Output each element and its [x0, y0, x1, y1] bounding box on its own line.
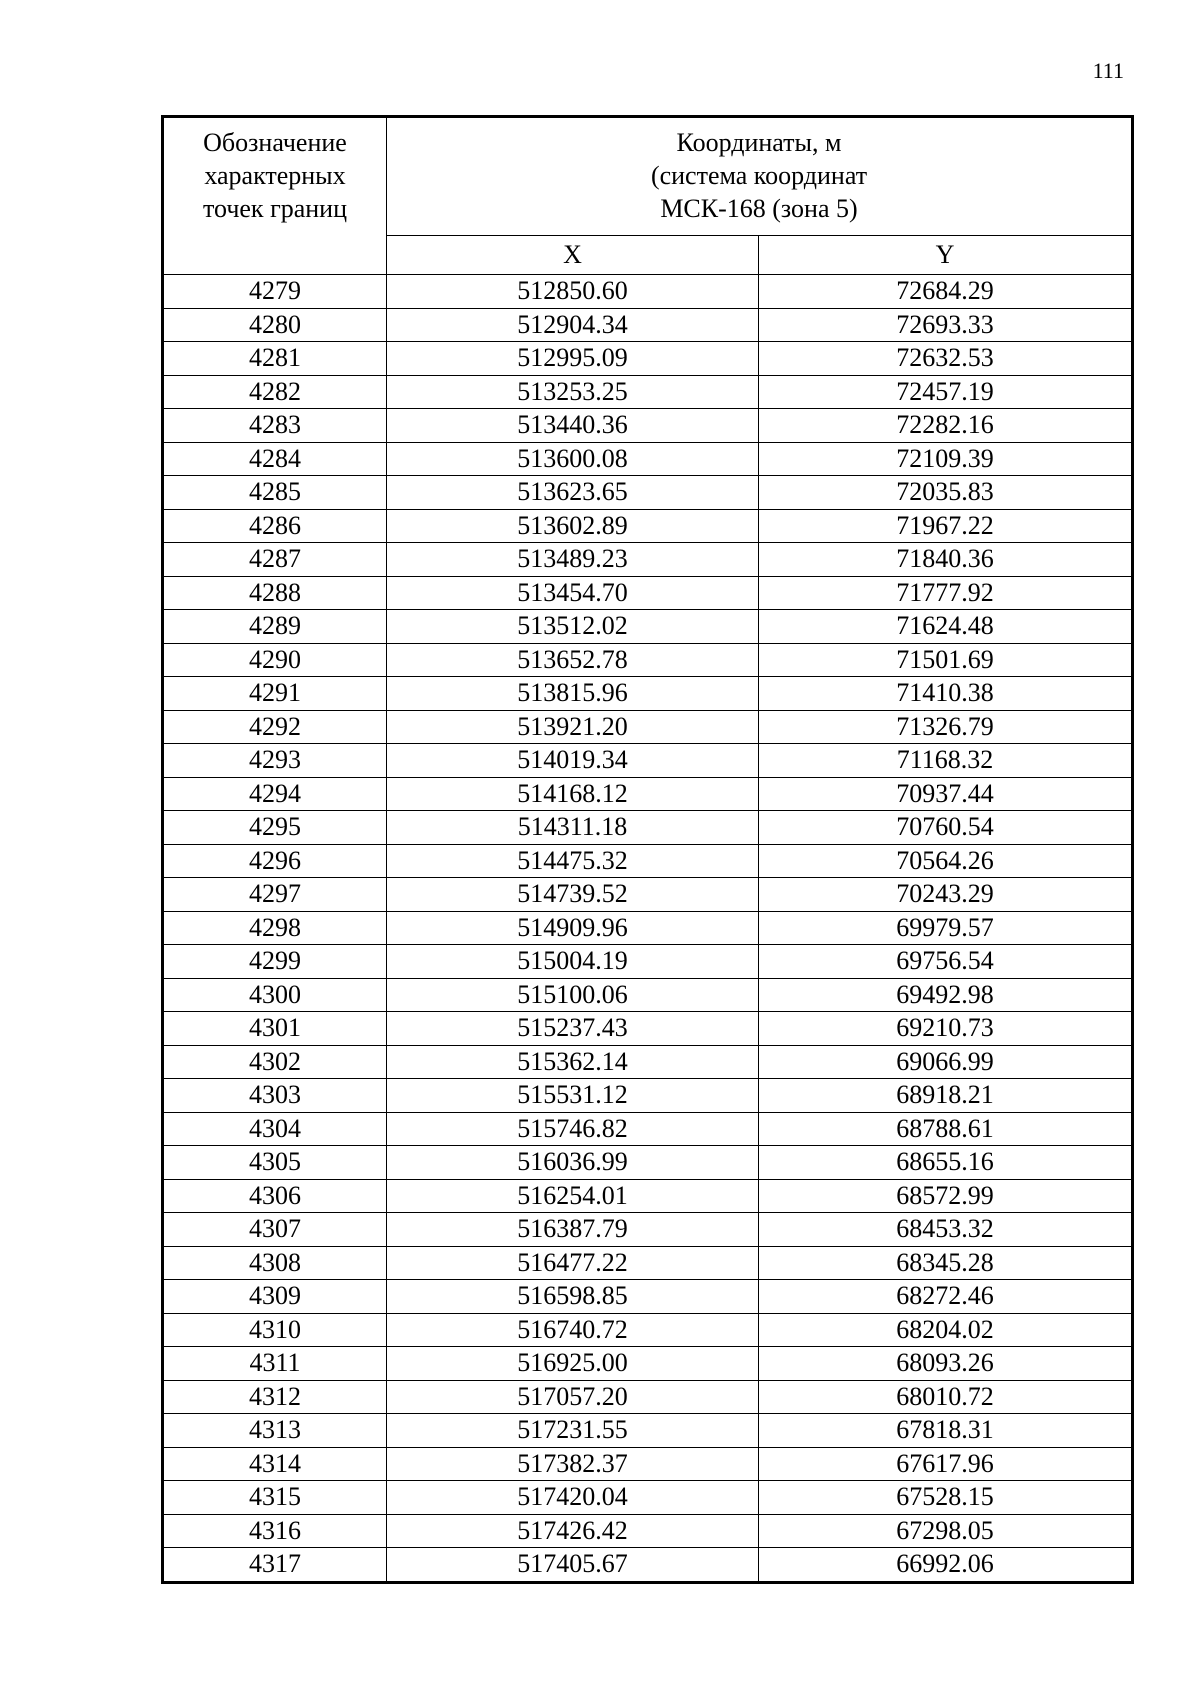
y-coordinate-cell: 69756.54: [759, 945, 1133, 979]
y-coordinate-cell: 71624.48: [759, 610, 1133, 644]
y-coordinate-cell: 71326.79: [759, 710, 1133, 744]
point-cell: 4317: [163, 1548, 387, 1583]
point-cell: 4290: [163, 643, 387, 677]
table-row: [163, 442, 1133, 476]
page-number: 111: [1092, 58, 1124, 83]
x-coordinate-cell: 512850.60: [387, 275, 759, 309]
table-row: [163, 375, 1133, 409]
y-coordinate-cell: 71168.32: [759, 744, 1133, 778]
point-cell: 4307: [163, 1213, 387, 1247]
table-row: [163, 878, 1133, 912]
point-cell: 4302: [163, 1045, 387, 1079]
y-coordinate-cell: 69066.99: [759, 1045, 1133, 1079]
point-cell: 4294: [163, 777, 387, 811]
y-coordinate-cell: 72684.29: [759, 275, 1133, 309]
x-coordinate-cell: 513623.65: [387, 476, 759, 510]
point-cell: 4304: [163, 1112, 387, 1146]
y-coordinate-cell: 70937.44: [759, 777, 1133, 811]
y-coordinate-cell: 72035.83: [759, 476, 1133, 510]
point-cell: 4305: [163, 1146, 387, 1180]
x-coordinate-cell: 513815.96: [387, 677, 759, 711]
x-coordinate-cell: 513440.36: [387, 409, 759, 443]
point-cell: 4306: [163, 1179, 387, 1213]
x-coordinate-cell: 513253.25: [387, 375, 759, 409]
table-row: [163, 1347, 1133, 1381]
x-coordinate-cell: 516254.01: [387, 1179, 759, 1213]
point-cell: 4299: [163, 945, 387, 979]
x-coordinate-cell: 515100.06: [387, 978, 759, 1012]
coordinates-header-line: Координаты, м: [676, 128, 842, 157]
y-coordinate-cell: 70760.54: [759, 811, 1133, 845]
table-row: [163, 1146, 1133, 1180]
y-coordinate-cell: 67818.31: [759, 1414, 1133, 1448]
point-cell: 4293: [163, 744, 387, 778]
table-row: [163, 744, 1133, 778]
x-coordinate-cell: 514311.18: [387, 811, 759, 845]
point-cell: 4287: [163, 543, 387, 577]
x-coordinate-cell: 513489.23: [387, 543, 759, 577]
y-coordinate-cell: 71967.22: [759, 509, 1133, 543]
y-coordinate-cell: 69979.57: [759, 911, 1133, 945]
x-coordinate-cell: 514739.52: [387, 878, 759, 912]
table-row: [163, 1414, 1133, 1448]
y-coordinate-cell: 68204.02: [759, 1313, 1133, 1347]
coordinates-header-line: МСК-168 (зона 5): [660, 194, 858, 223]
x-coordinate-cell: 517420.04: [387, 1481, 759, 1515]
point-cell: 4298: [163, 911, 387, 945]
point-cell: 4285: [163, 476, 387, 510]
table-row: [163, 710, 1133, 744]
table-row: [163, 1045, 1133, 1079]
table-row: [163, 275, 1133, 309]
x-coordinate-cell: 513512.02: [387, 610, 759, 644]
point-cell: 4303: [163, 1079, 387, 1113]
table-row: [163, 1280, 1133, 1314]
y-coordinate-cell: 68272.46: [759, 1280, 1133, 1314]
table-row: [163, 1179, 1133, 1213]
y-coordinate-cell: 71410.38: [759, 677, 1133, 711]
y-coordinate-cell: 69492.98: [759, 978, 1133, 1012]
table-row: [163, 342, 1133, 376]
table-row: [163, 677, 1133, 711]
table-row: [163, 1447, 1133, 1481]
y-coordinate-cell: 67528.15: [759, 1481, 1133, 1515]
y-coordinate-cell: 71840.36: [759, 543, 1133, 577]
x-coordinate-cell: 513454.70: [387, 576, 759, 610]
y-coordinate-cell: 67617.96: [759, 1447, 1133, 1481]
x-coordinate-cell: 512995.09: [387, 342, 759, 376]
y-coordinate-cell: 68572.99: [759, 1179, 1133, 1213]
table-row: [163, 308, 1133, 342]
x-coordinate-cell: 514475.32: [387, 844, 759, 878]
x-coordinate-cell: 514019.34: [387, 744, 759, 778]
x-column-header: X: [387, 236, 759, 275]
point-cell: 4292: [163, 710, 387, 744]
y-coordinate-cell: 68345.28: [759, 1246, 1133, 1280]
x-coordinate-cell: 516387.79: [387, 1213, 759, 1247]
y-column-header: Y: [759, 236, 1133, 275]
y-coordinate-cell: 72457.19: [759, 375, 1133, 409]
point-cell: 4314: [163, 1447, 387, 1481]
x-coordinate-cell: 512904.34: [387, 308, 759, 342]
point-designation-header: [163, 117, 387, 275]
x-coordinate-cell: 514168.12: [387, 777, 759, 811]
point-designation-header-line: Обозначение: [203, 128, 347, 157]
y-coordinate-cell: 68655.16: [759, 1146, 1133, 1180]
x-coordinate-cell: 517382.37: [387, 1447, 759, 1481]
table-row: [163, 476, 1133, 510]
table-row: [163, 945, 1133, 979]
x-coordinate-cell: 513600.08: [387, 442, 759, 476]
table-body: [163, 275, 1133, 1583]
table-row: [163, 811, 1133, 845]
x-coordinate-cell: 516740.72: [387, 1313, 759, 1347]
point-cell: 4312: [163, 1380, 387, 1414]
y-coordinate-cell: 68788.61: [759, 1112, 1133, 1146]
x-coordinate-cell: 515004.19: [387, 945, 759, 979]
point-cell: 4311: [163, 1347, 387, 1381]
point-designation-header-line: характерных: [204, 161, 346, 190]
table-row: [163, 1213, 1133, 1247]
table-row: [163, 543, 1133, 577]
table-row: [163, 1380, 1133, 1414]
point-cell: 4301: [163, 1012, 387, 1046]
point-cell: 4297: [163, 878, 387, 912]
x-coordinate-cell: 516925.00: [387, 1347, 759, 1381]
y-coordinate-cell: 66992.06: [759, 1548, 1133, 1583]
x-coordinate-cell: 515531.12: [387, 1079, 759, 1113]
y-coordinate-cell: 67298.05: [759, 1514, 1133, 1548]
point-cell: 4288: [163, 576, 387, 610]
y-coordinate-cell: 71777.92: [759, 576, 1133, 610]
y-coordinate-cell: 71501.69: [759, 643, 1133, 677]
y-coordinate-cell: 68010.72: [759, 1380, 1133, 1414]
point-cell: 4280: [163, 308, 387, 342]
y-coordinate-cell: 70564.26: [759, 844, 1133, 878]
point-cell: 4310: [163, 1313, 387, 1347]
point-cell: 4281: [163, 342, 387, 376]
point-cell: 4283: [163, 409, 387, 443]
point-cell: 4308: [163, 1246, 387, 1280]
point-cell: 4313: [163, 1414, 387, 1448]
coordinates-table: [161, 115, 1134, 1584]
table-row: [163, 1514, 1133, 1548]
point-cell: 4309: [163, 1280, 387, 1314]
point-cell: 4300: [163, 978, 387, 1012]
x-coordinate-cell: 514909.96: [387, 911, 759, 945]
table-header: [163, 117, 1133, 275]
x-coordinate-cell: 513652.78: [387, 643, 759, 677]
point-cell: 4282: [163, 375, 387, 409]
table-row: [163, 1246, 1133, 1280]
x-coordinate-cell: 517057.20: [387, 1380, 759, 1414]
y-coordinate-cell: 72693.33: [759, 308, 1133, 342]
y-coordinate-cell: 72632.53: [759, 342, 1133, 376]
y-coordinate-cell: 72109.39: [759, 442, 1133, 476]
table-row: [163, 844, 1133, 878]
x-coordinate-cell: 515746.82: [387, 1112, 759, 1146]
x-coordinate-cell: 513921.20: [387, 710, 759, 744]
point-cell: 4315: [163, 1481, 387, 1515]
point-cell: 4291: [163, 677, 387, 711]
table-row: [163, 1012, 1133, 1046]
y-coordinate-cell: 68918.21: [759, 1079, 1133, 1113]
point-cell: 4316: [163, 1514, 387, 1548]
y-coordinate-cell: 68453.32: [759, 1213, 1133, 1247]
table-row: [163, 1481, 1133, 1515]
x-coordinate-cell: 517426.42: [387, 1514, 759, 1548]
table-row: [163, 978, 1133, 1012]
table-row: [163, 576, 1133, 610]
table-row: [163, 409, 1133, 443]
coordinates-header-line: (система координат: [650, 161, 868, 190]
y-coordinate-cell: 72282.16: [759, 409, 1133, 443]
point-cell: 4286: [163, 509, 387, 543]
table-row: [163, 1112, 1133, 1146]
x-coordinate-cell: 516598.85: [387, 1280, 759, 1314]
table-row: [163, 911, 1133, 945]
point-cell: 4295: [163, 811, 387, 845]
table-row: [163, 1079, 1133, 1113]
y-coordinate-cell: 70243.29: [759, 878, 1133, 912]
table-row: [163, 1548, 1133, 1583]
point-cell: 4284: [163, 442, 387, 476]
x-coordinate-cell: 517405.67: [387, 1548, 759, 1583]
point-cell: 4289: [163, 610, 387, 644]
table-row: [163, 509, 1133, 543]
table-row: [163, 643, 1133, 677]
y-coordinate-cell: 69210.73: [759, 1012, 1133, 1046]
table-row: [163, 610, 1133, 644]
table-row: [163, 777, 1133, 811]
point-designation-header-line: точек границ: [202, 194, 348, 223]
x-coordinate-cell: 517231.55: [387, 1414, 759, 1448]
x-coordinate-cell: 516036.99: [387, 1146, 759, 1180]
point-cell: 4296: [163, 844, 387, 878]
x-coordinate-cell: 516477.22: [387, 1246, 759, 1280]
x-coordinate-cell: 513602.89: [387, 509, 759, 543]
coordinates-header: [387, 117, 1133, 236]
x-coordinate-cell: 515237.43: [387, 1012, 759, 1046]
x-coordinate-cell: 515362.14: [387, 1045, 759, 1079]
y-coordinate-cell: 68093.26: [759, 1347, 1133, 1381]
table-row: [163, 1313, 1133, 1347]
point-cell: 4279: [163, 275, 387, 309]
